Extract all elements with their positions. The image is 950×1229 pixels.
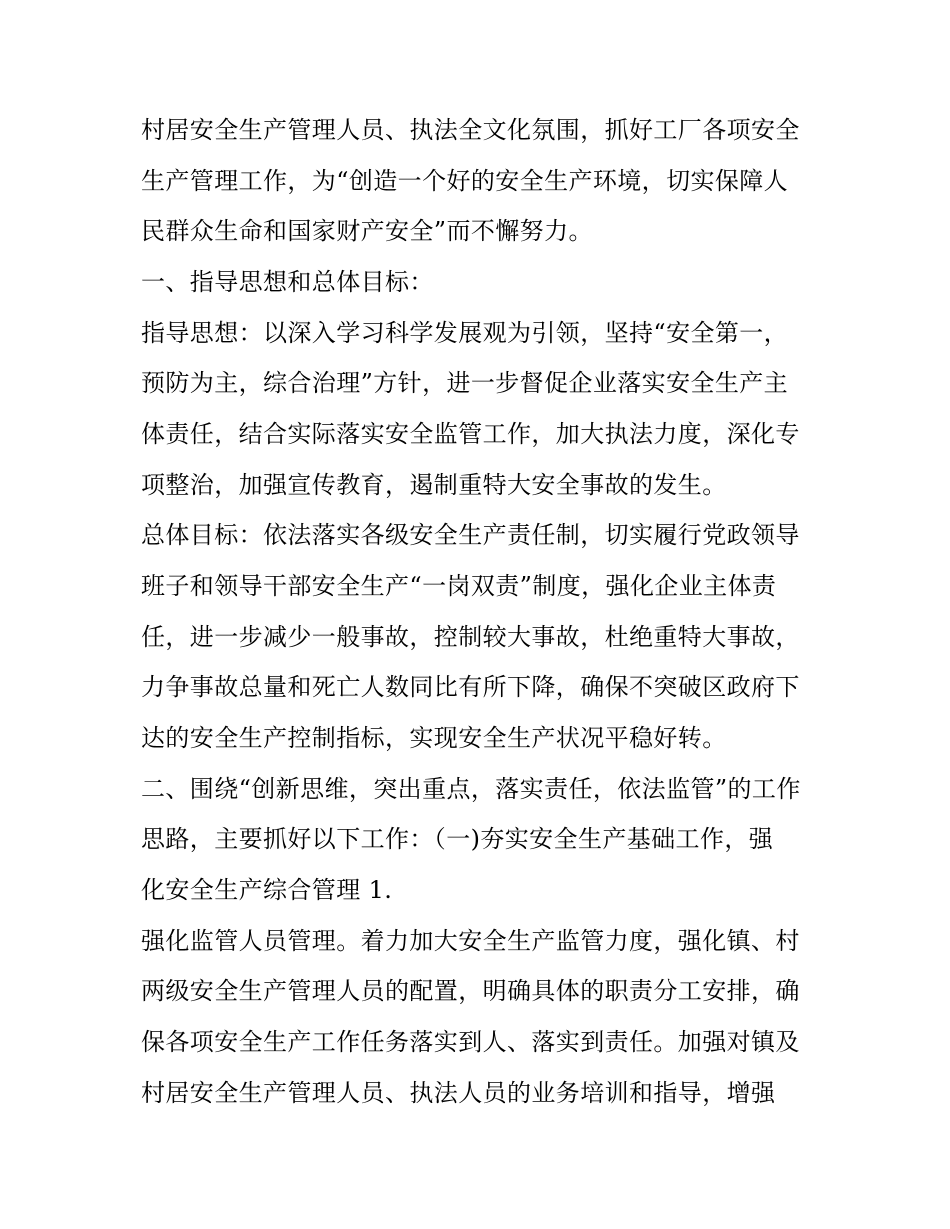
section-heading: 二、围绕“创新思维，突出重点，落实责任，依法监管”的工作: [141, 775, 801, 803]
text-line: 村居安全生产管理人员、执法全文化氛围，抓好工厂各项安全: [141, 116, 800, 144]
text-line: 力争事故总量和死亡人数同比有所下降，确保不突破区政府下: [141, 673, 800, 701]
text-line: 思路，主要抓好以下工作：（一)夯实安全生产基础工作，强: [141, 825, 774, 853]
text-line: 强化监管人员管理。着力加大安全生产监管力度，强化镇、村: [141, 927, 800, 955]
text-line: 总体目标：依法落实各级安全生产责任制，切实履行党政领导: [141, 521, 800, 549]
text-line: 保各项安全生产工作任务落实到人、落实到责任。加强对镇及: [141, 1028, 800, 1056]
text-line: 项整治，加强宣传教育，遏制重特大安全事故的发生。: [141, 471, 727, 499]
text-line: 班子和领导干部安全生产“一岗双责”制度，强化企业主体责: [141, 572, 777, 600]
text-line: 体责任，结合实际落实安全监管工作，加大执法力度，深化专: [141, 420, 800, 448]
text-line: 生产管理工作，为“创造一个好的安全生产环境，切实保障人: [141, 167, 789, 195]
text-line: 达的安全生产控制指标，实现安全生产状况平稳好转。: [141, 724, 727, 752]
text-line: 村居安全生产管理人员、执法人员的业务培训和指导，增强: [141, 1079, 776, 1107]
text-line: 民群众生命和国家财产安全”而不懈努力。: [141, 217, 593, 245]
text-line: 任，进一步减少一般事故，控制较大事故，杜绝重特大事故，: [141, 623, 800, 651]
section-heading: 一、指导思想和总体目标：: [141, 268, 434, 296]
text-line: 化安全生产综合管理 1.: [141, 876, 393, 904]
text-line: 预防为主，综合治理”方针，进一步督促企业落实安全生产主: [141, 369, 789, 397]
text-line: 指导思想：以深入学习科学发展观为引领，坚持“安全第一，: [141, 319, 789, 347]
text-line: 两级安全生产管理人员的配置，明确具体的职责分工安排，确: [141, 977, 800, 1005]
